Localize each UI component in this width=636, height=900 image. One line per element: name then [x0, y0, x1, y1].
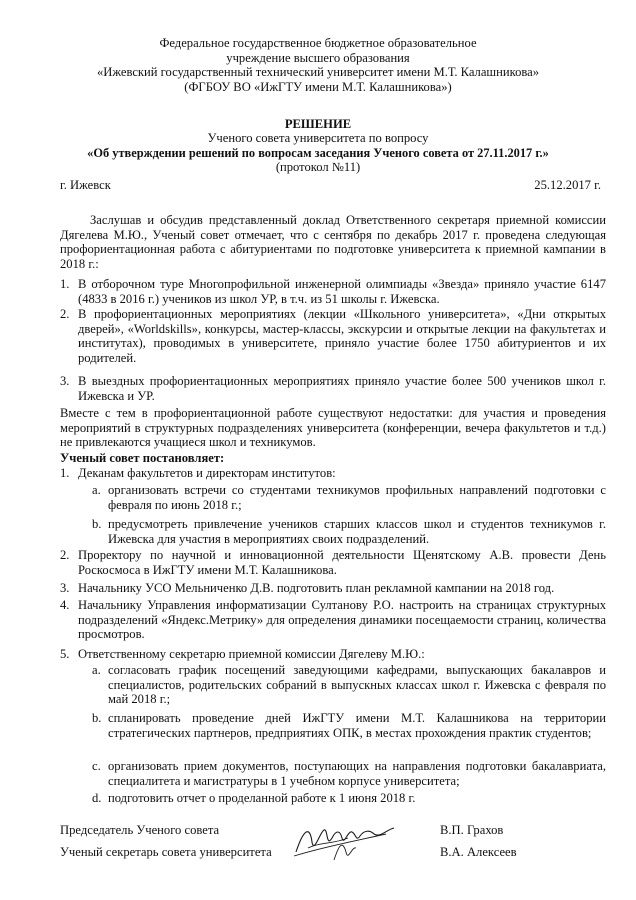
document-date: 25.12.2017 г. — [534, 178, 601, 192]
document-place: г. Ижевск — [60, 178, 111, 192]
chair-name: В.П. Грахов — [440, 823, 504, 837]
resolution-item-4-number: 4. — [60, 598, 70, 612]
resolution-item-5c-number: c. — [92, 759, 101, 773]
org-header-line-4: (ФГБОУ ВО «ИжГТУ имени М.Т. Калашникова») — [184, 79, 452, 94]
finding-3-text: В выездных профориентационных мероприятиях приняло участие более 500 учеников школ г. Ижевска и УР. — [78, 374, 606, 403]
handwritten-signature — [290, 808, 410, 868]
resolution-item-5b-number: b. — [92, 711, 102, 725]
secretary-name: В.А. Алексеев — [440, 845, 517, 859]
resolution-item-5d-text: подготовить отчет о проделанной работе к 1 июня 2018 г. — [108, 791, 416, 805]
resolution-item-5-number: 5. — [60, 647, 70, 661]
org-header-line-3: «Ижевский государственный технический университет имени М.Т. Калашникова» — [96, 65, 540, 80]
resolution-item-1a-text: организовать встречи со студентами техникумов профильных направлений подготовки с февраля по июнь 2018 г.; — [108, 483, 606, 512]
resolution-item-5a-number: a. — [92, 663, 101, 677]
secretary-title: Ученый секретарь совета университета — [60, 845, 272, 859]
resolution-item-5d-number: d. — [92, 791, 102, 805]
resolution-item-2-text: Проректору по научной и инновационной деятельности Щенятскому А.В. провести День Роскосмоса в ИжГТУ имени М.Т. Калашникова. — [78, 548, 606, 577]
resolution-heading: Ученый совет постановляет: — [60, 451, 225, 465]
resolution-item-1b-number: b. — [92, 517, 102, 531]
resolution-item-1b-text: предусмотреть привлечение учеников старших классов школ и студентов техникумов г. Ижевска для участия в мероприятиях своих подразделений. — [108, 517, 606, 546]
resolution-item-1-text: Деканам факультетов и директорам институтов: — [78, 466, 336, 480]
resolution-item-4-text: Начальнику Управления информатизации Султанову Р.О. настроить на страницах структурных подразделений «Яндекс.Метрику» для определения динамики посещаемости страниц, количества просмотров. — [78, 598, 606, 642]
finding-1-number: 1. — [60, 277, 70, 291]
resolution-item-2-number: 2. — [60, 548, 70, 562]
intro-paragraph: Заслушав и обсудив представленный доклад Ответственного секретаря приемной комиссии Дягелева М.Ю., Ученый совет отмечает, что с сентября по декабрь 2017 г. проведена следующая профориентационная работа с абитуриентами по подготовке университета к приемной кампании в 2018 г.: — [60, 213, 606, 271]
document-title: РЕШЕНИЕ — [284, 117, 352, 131]
shortcomings-paragraph: Вместе с тем в профориентационной работе существуют недостатки: для участия и проведения мероприятий в структурных подразделениях университета (конференции, вечера факультетов и т.д.) не привлекаются учащиеся школ и техникумов. — [60, 406, 606, 450]
org-header-line-1: Федеральное государственное бюджетное образовательное — [159, 36, 477, 50]
org-header-line-2: учреждение высшего образования — [226, 50, 410, 65]
finding-1-text: В отборочном туре Многопрофильной инженерной олимпиады «Звезда» приняло участие 6147 (4833 в 2016 г.) учеников из школ УР, в т.ч. из 51 школы г. Ижевска. — [78, 277, 606, 306]
document-subject: «Об утверждении решений по вопросам заседания Ученого совета от 27.11.2017 г.» — [87, 146, 549, 160]
finding-3-number: 3. — [60, 374, 70, 388]
resolution-item-3-text: Начальнику УСО Мельниченко Д.В. подготовить план рекламной кампании на 2018 год. — [78, 581, 555, 595]
org-header — [30, 36, 606, 94]
resolution-item-5a-text: согласовать график посещений заведующими кафедрами, выпускающих бакалавров и специалистов, родительских собраний в выпускных классах школ г. Ижевска с февраля по май 2018 г.; — [108, 663, 606, 707]
resolution-item-5-text: Ответственному секретарю приемной комиссии Дягелеву М.Ю.: — [78, 647, 425, 661]
resolution-item-1-number: 1. — [60, 466, 70, 480]
resolution-item-5c-text: организовать прием документов, поступающих на направления подготовки бакалавриата, специалитета и магистратуры в 1 учебном корпусе университета; — [108, 759, 606, 788]
finding-2-text: В профориентационных мероприятиях (лекции «Школьного университета», «Дни открытых дверей», «Worldskills», конкурсы, мастер-классы, экскурсии и открытые лекции на факультетах и институтах), проводимых в университете, приняло участие более 1750 абитуриентов и их родителей. — [78, 307, 606, 365]
resolution-item-1a-number: a. — [92, 483, 101, 497]
chair-title: Председатель Ученого совета — [60, 823, 220, 837]
finding-2-number: 2. — [60, 307, 70, 321]
protocol-number: (протокол №11) — [275, 160, 361, 174]
resolution-item-5b-text: спланировать проведение дней ИжГТУ имени М.Т. Калашникова на территории стратегических партнеров, предприятиях ОПК, в местах прохождения практик студентов; — [108, 711, 606, 740]
document-subtitle: Ученого совета университета по вопросу — [207, 131, 429, 145]
resolution-item-3-number: 3. — [60, 581, 70, 595]
